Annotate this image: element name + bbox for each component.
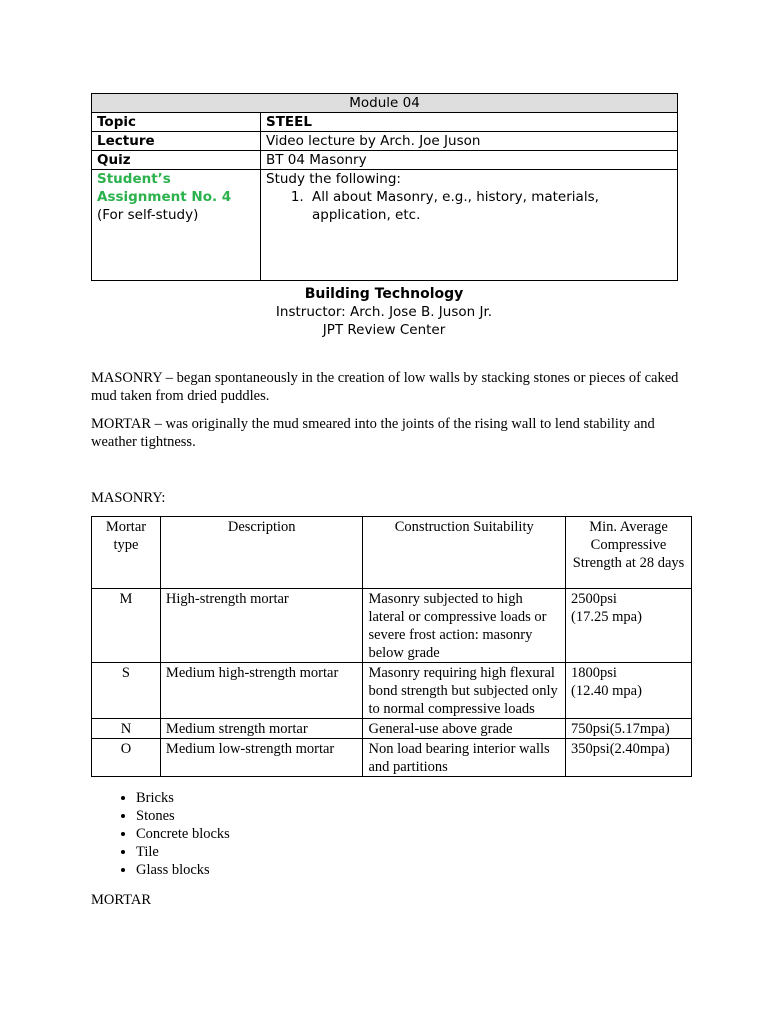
list-item: • Glass blocks	[136, 861, 230, 879]
assignment-row	[92, 170, 678, 281]
strength-mpa: (17.25 mpa)	[571, 609, 642, 625]
list-item: • Tile	[136, 843, 230, 861]
suitability-cell: General-use above grade	[363, 719, 566, 739]
header-mortar-type: Mortar type	[92, 517, 161, 589]
quiz-row	[92, 151, 678, 170]
table-row	[92, 739, 692, 777]
strength-cell	[566, 663, 692, 719]
assignment-intro: Study the following:	[266, 171, 401, 187]
table-row	[92, 663, 692, 719]
module-header-row	[92, 94, 678, 113]
strength-psi: 1800psi	[571, 665, 617, 681]
header-description: Description	[160, 517, 363, 589]
suitability-cell: Masonry requiring high flexural bond strength but subjected only to normal compressive loads	[363, 663, 566, 719]
quiz-label: Quiz	[92, 151, 261, 170]
strength-cell: 750psi(5.17mpa)	[566, 719, 692, 739]
review-center: JPT Review Center	[322, 322, 446, 338]
mortar-table-header-row	[92, 517, 692, 589]
table-row	[92, 719, 692, 739]
masonry-definition: MASONRY – began spontaneously in the creation of low walls by stacking stones or pieces of caked mud taken from dried puddles.	[91, 370, 679, 404]
topic-row	[92, 113, 678, 132]
lecture-value: Video lecture by Arch. Joe Juson	[261, 132, 678, 151]
mortar-heading: MORTAR	[91, 892, 152, 908]
assignment-list	[266, 188, 672, 224]
header-construction-suitability: Construction Suitability	[363, 517, 566, 589]
module-header: Module 04	[92, 94, 678, 113]
description-cell: Medium high-strength mortar	[160, 663, 363, 719]
suitability-cell: Non load bearing interior walls and partitions	[363, 739, 566, 777]
mortar-definition: MORTAR – was originally the mud smeared into the joints of the rising wall to lend stability and weather tightness.	[91, 416, 655, 450]
list-item: • Bricks	[136, 789, 230, 807]
instructor-line: Instructor: Arch. Jose B. Juson Jr.	[275, 304, 493, 320]
lecture-row	[92, 132, 678, 151]
assignment-item: 1. All about Masonry, e.g., history, materials, application, etc.	[308, 188, 672, 224]
assignment-note: (For self-study)	[97, 207, 199, 223]
list-item: • Stones	[136, 807, 230, 825]
header-min-strength: Min. Average Compressive Strength at 28 days	[566, 517, 692, 589]
course-title: Building Technology	[304, 286, 464, 302]
description-cell: High-strength mortar	[160, 589, 363, 663]
assignment-title-line1: Student’s	[97, 171, 171, 187]
masonry-heading: MASONRY:	[91, 490, 166, 506]
module-table	[91, 93, 678, 281]
assignment-title-line2: Assignment No. 4	[97, 189, 232, 205]
strength-cell: 350psi(2.40mpa)	[566, 739, 692, 777]
strength-mpa: (12.40 mpa)	[571, 683, 642, 699]
assignment-content-cell	[261, 170, 678, 281]
quiz-value: BT 04 Masonry	[261, 151, 678, 170]
mortar-type-cell: M	[92, 589, 161, 663]
mortar-type-cell: O	[92, 739, 161, 777]
table-row	[92, 589, 692, 663]
masonry-materials-list	[91, 789, 230, 879]
description-cell: Medium strength mortar	[160, 719, 363, 739]
list-item: • Concrete blocks	[136, 825, 230, 843]
topic-value: STEEL	[261, 113, 678, 132]
mortar-type-cell: N	[92, 719, 161, 739]
assignment-label-cell	[92, 170, 261, 281]
topic-label: Topic	[92, 113, 261, 132]
mortar-type-cell: S	[92, 663, 161, 719]
strength-cell	[566, 589, 692, 663]
description-cell: Medium low-strength mortar	[160, 739, 363, 777]
mortar-type-table	[91, 516, 692, 777]
lecture-label: Lecture	[92, 132, 261, 151]
suitability-cell: Masonry subjected to high lateral or compressive loads or severe frost action: masonry below grade	[363, 589, 566, 663]
strength-psi: 2500psi	[571, 591, 617, 607]
